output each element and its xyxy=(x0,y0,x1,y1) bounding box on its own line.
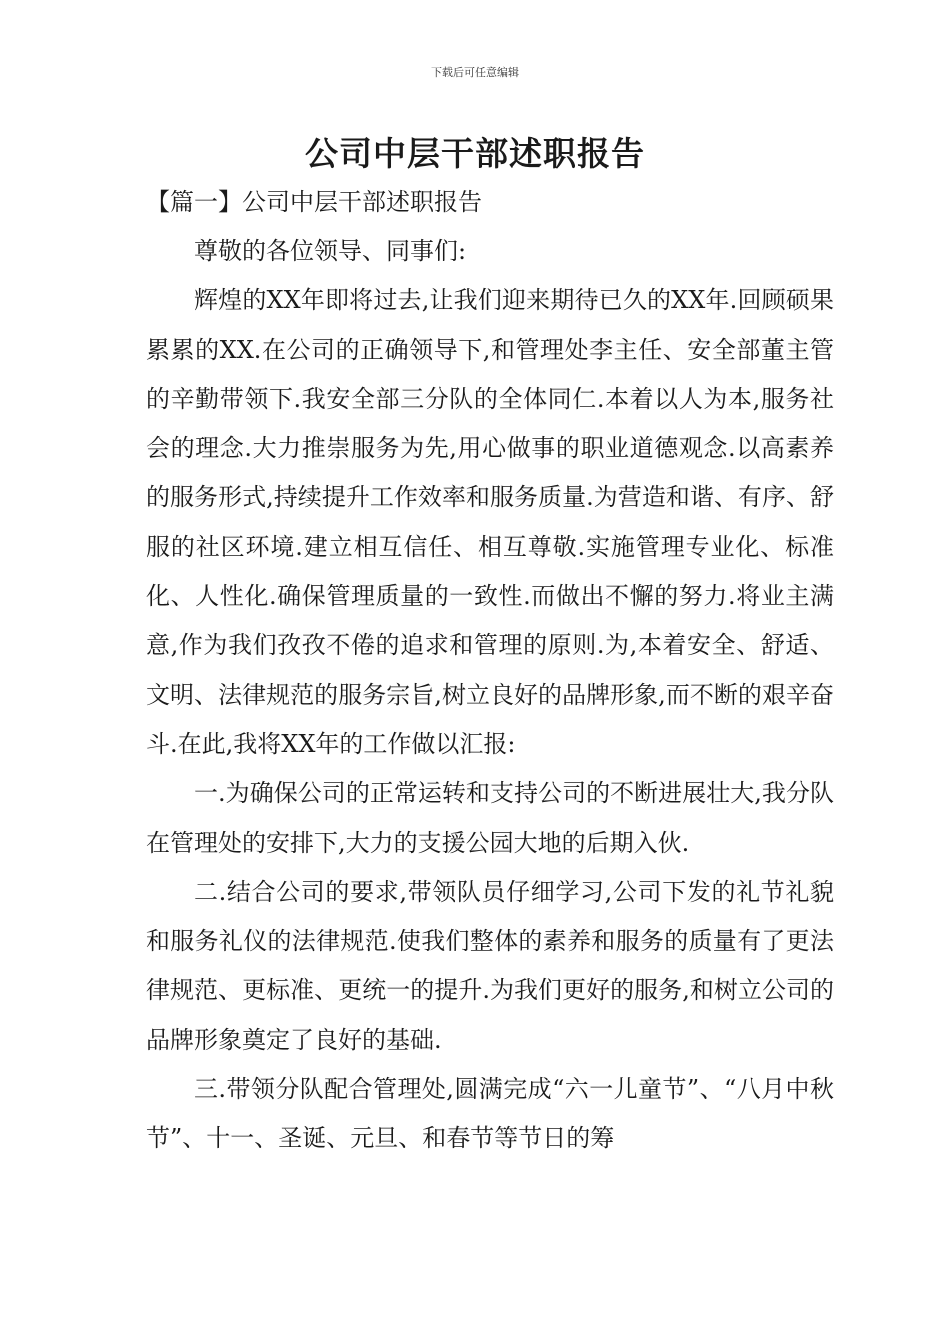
document-title: 公司中层干部述职报告 xyxy=(305,134,645,173)
section-heading: 【篇一】公司中层干部述职报告 xyxy=(146,188,482,216)
intro-paragraph: 辉煌的XX年即将过去,让我们迎来期待已久的XX年.回顾硕果累累的XX.在公司的正确领导下,和管理处李主任、安全部董主管的辛勤带领下.我安全部三分队的全体同仁.本着以人为本,服务社会的理念.大力推崇服务为先,用心做事的职业道德观念.以高素养的服务形式,持续提升工作效率和服务质量.为营造和谐、有序、舒服的社区环境.建立相互信任、相互尊敬.实施管理专业化、标准化、人性化.确保管理质量的一致性.而做出不懈的努力.将业主满意,作为我们孜孜不倦的追求和管理的原则.为,本着安全、舒适、文明、法律规范的服务宗旨,树立良好的品牌形象,而不断的艰辛奋斗.在此,我将XX年的工作做以汇报: xyxy=(146,286,834,758)
item-three-paragraph: 三.带领分队配合管理处,圆满完成“六一儿童节”、“八月中秋节”、十一、圣诞、元旦、和春节等节日的筹 xyxy=(146,1075,834,1153)
header-note: 下载后可任意编辑 xyxy=(431,66,519,79)
item-one-paragraph: 一.为确保公司的正常运转和支持公司的不断进展壮大,我分队在管理处的安排下,大力的支援公园大地的后期入伙. xyxy=(146,779,834,857)
salutation-paragraph: 尊敬的各位领导、同事们: xyxy=(194,237,467,265)
document-body xyxy=(146,178,834,1164)
item-two-paragraph: 二.结合公司的要求,带领队员仔细学习,公司下发的礼节礼貌和服务礼仪的法律规范.使我们整体的素养和服务的质量有了更法律规范、更标准、更统一的提升.为我们更好的服务,和树立公司的品牌形象奠定了良好的基础. xyxy=(146,877,834,1054)
